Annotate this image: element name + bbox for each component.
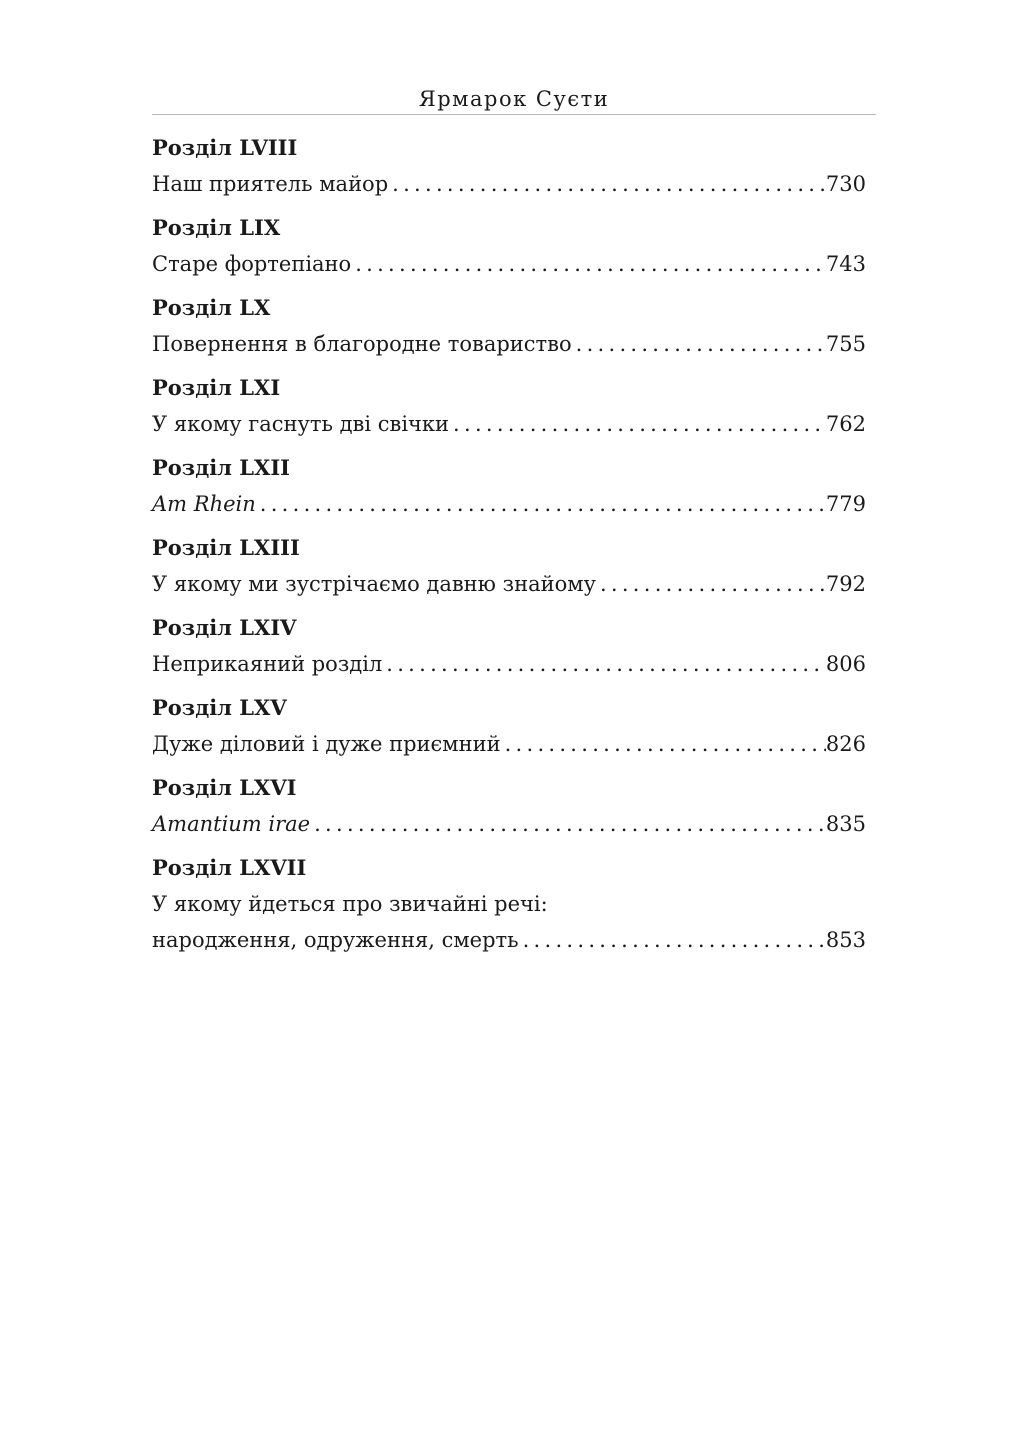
page-number: 792 [825, 572, 866, 596]
toc-entry [152, 450, 866, 522]
chapter-heading: Розділ LXII [152, 455, 290, 480]
dot-leader [314, 806, 826, 842]
toc-entry [152, 770, 866, 842]
chapter-title: народження, одруження, смерть [152, 928, 519, 952]
chapter-heading: Розділ LX [152, 295, 271, 320]
chapter-title: Наш приятель майор [152, 172, 389, 196]
page-number: 743 [825, 252, 866, 276]
page-number: 853 [825, 928, 866, 952]
toc-entry [152, 530, 866, 602]
toc-entry [152, 210, 866, 282]
chapter-title: Старе фортепіано [152, 252, 352, 276]
chapter-heading: Розділ LXI [152, 375, 281, 400]
chapter-title: Дуже діловий і дуже приємний [152, 732, 501, 756]
toc-entry-line[interactable] [152, 166, 866, 202]
page-number: 755 [825, 332, 866, 356]
page-number: 762 [825, 412, 866, 436]
toc-entry [152, 610, 866, 682]
toc-entry [152, 130, 866, 202]
toc-entry-line[interactable] [152, 922, 866, 958]
chapter-heading: Розділ LXIV [152, 615, 297, 640]
toc-entry [152, 850, 866, 958]
toc-entry-line[interactable] [152, 326, 866, 362]
chapter-heading: Розділ LXIII [152, 535, 300, 560]
dot-leader [453, 406, 826, 442]
dot-leader [523, 922, 826, 958]
toc-entry-line[interactable] [152, 406, 866, 442]
chapter-title: Am Rhein [152, 492, 256, 516]
page-number: 826 [825, 732, 866, 756]
toc-entry-line[interactable] [152, 566, 866, 602]
running-head-title: Ярмарок Суєти [418, 87, 610, 111]
chapter-title: У якому ми зустрічаємо давню знайому [152, 572, 596, 596]
chapter-heading: Розділ LXV [152, 695, 287, 720]
dot-leader [576, 326, 826, 362]
toc-entry [152, 290, 866, 362]
chapter-title: Amantium irae [152, 812, 311, 836]
dot-leader [260, 486, 826, 522]
toc-entry-line[interactable] [152, 646, 866, 682]
chapter-title-first-line[interactable]: У якому йдеться про звичайні речі: [152, 892, 548, 916]
chapter-title: У якому гаснуть дві свічки [152, 412, 450, 436]
chapter-heading: Розділ LVIII [152, 135, 298, 160]
toc-entry [152, 690, 866, 762]
dot-leader [355, 246, 826, 282]
page-number: 835 [825, 812, 866, 836]
dot-leader [505, 726, 826, 762]
toc-entry [152, 370, 866, 442]
chapter-heading: Розділ LIX [152, 215, 281, 240]
toc-entry-line[interactable] [152, 486, 866, 522]
page-number: 730 [825, 172, 866, 196]
page-number: 806 [825, 652, 866, 676]
dot-leader [600, 566, 826, 602]
dot-leader [392, 166, 826, 202]
dot-leader [386, 646, 826, 682]
table-of-contents [152, 130, 866, 966]
chapter-title: Повернення в благородне товариство [152, 332, 572, 356]
toc-entry-line[interactable] [152, 726, 866, 762]
toc-entry-line[interactable] [152, 246, 866, 282]
header-divider [152, 114, 876, 115]
chapter-title: Неприкаяний розділ [152, 652, 383, 676]
chapter-heading: Розділ LXVII [152, 855, 307, 880]
chapter-heading: Розділ LXVI [152, 775, 297, 800]
page-number: 779 [825, 492, 866, 516]
toc-entry-line[interactable] [152, 806, 866, 842]
